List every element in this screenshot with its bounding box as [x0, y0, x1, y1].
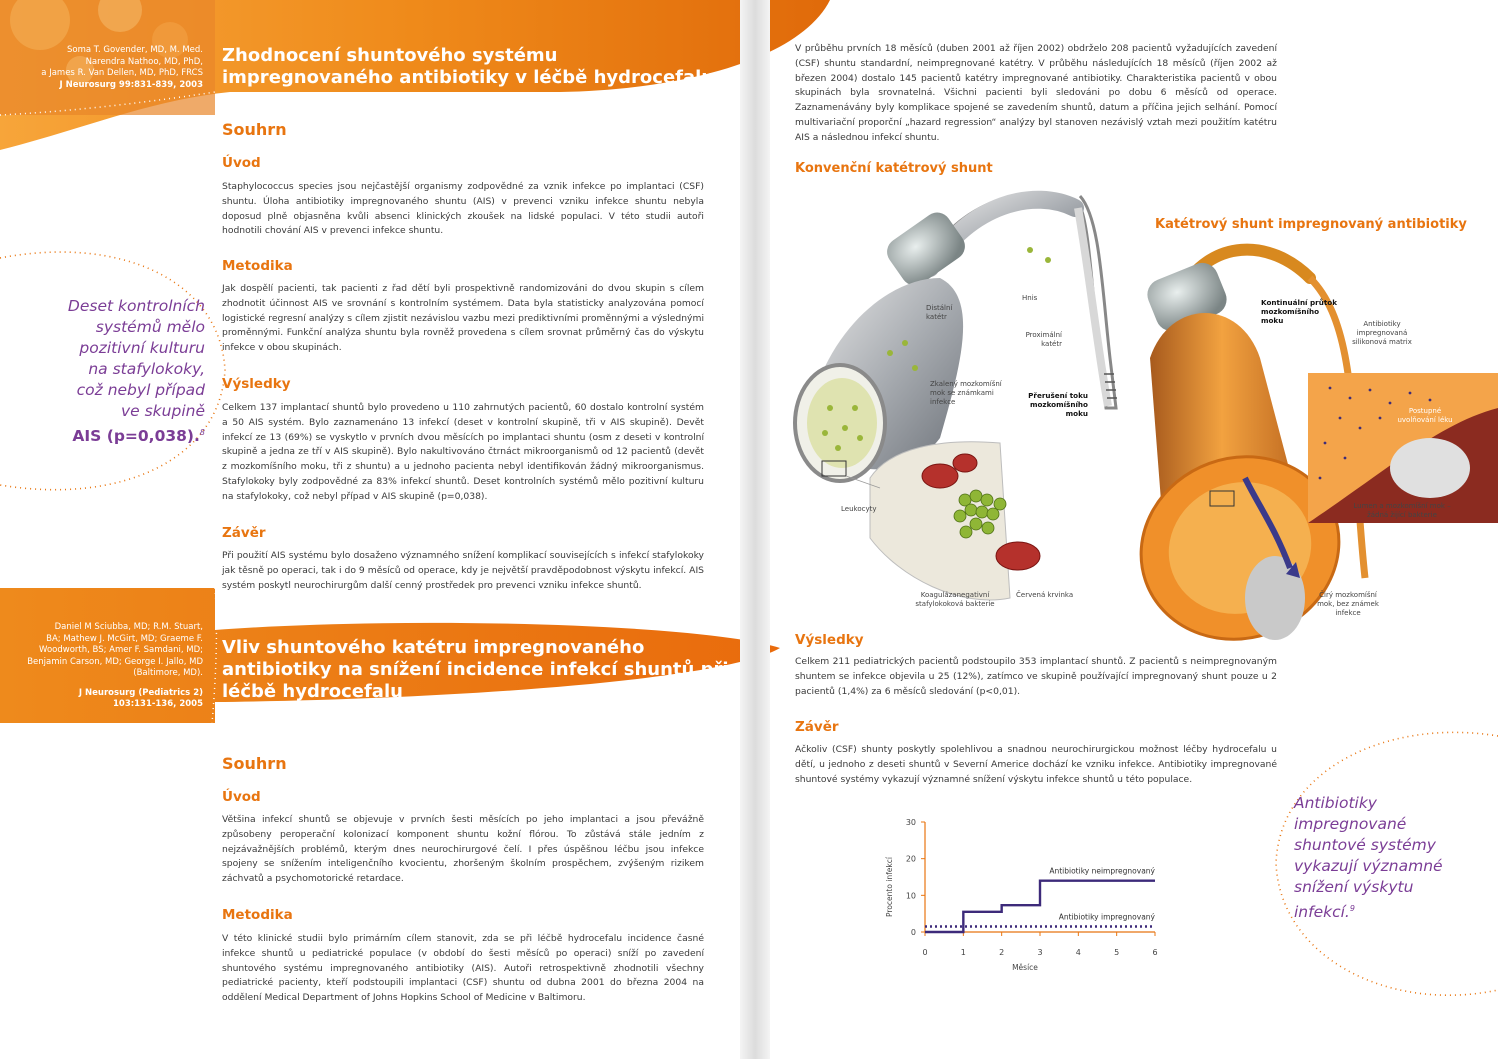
pull-line: shuntové systémy — [1294, 836, 1436, 854]
x-axis-label: Měsíce — [1012, 963, 1038, 972]
method-heading-2: Metodika — [222, 907, 293, 923]
author-line: Daniel M Sciubba, MD; R.M. Stuart, — [54, 622, 203, 632]
journal-ref: J Neurosurg (Pediatrics 2) — [78, 687, 203, 698]
intro-paragraph: Staphylococcus species jsou nejčastější organismy zodpovědné za vznik infekce po implantaci (CSF) shuntu. Úloha antibiotiky impregnovaného shuntu (AIS) v prevenci vzniku infekce shuntu nebyla doposud plně objasněna kvůli absenci klinických zkoušek na lidské populaci. V této studii autoři hodnotili chování AIS v prevenci infekce shuntu. — [222, 181, 704, 237]
title-line: léčbě hydrocefalu — [222, 681, 403, 702]
label-line: mozkomíšního — [1029, 400, 1088, 409]
method-paragraph: Jak dospělí pacienti, tak pacienti z řad dětí byli prospektivně randomizováni do dvou skupin s cílem zhodnotit účinnost AIS ve srovnání s kontrolním systémem. Data byla statisticky analyzována pomocí logistické regresní analýzy s cílem zjistit nezávislou vazbu mezi prediktivními proměnnými a výslednými proměnnými. Funkční analýza shuntu byla rovněž provedena s cílem srovnat průměrný čas do výskytu infekce v obou skupinách. — [222, 283, 704, 354]
pull-quote-1 — [20, 296, 205, 447]
pull-ref: 9 — [1349, 904, 1355, 913]
x-tick-label: 0 — [922, 948, 928, 957]
pull-line: systémů mělo — [95, 318, 205, 336]
label-line: Zkalený mozkomíšní — [930, 380, 1002, 388]
x-tick-label: 2 — [999, 948, 1005, 957]
label-line: stafylokoková bakterie — [915, 600, 995, 608]
article2-title — [222, 637, 742, 703]
title-line: antibiotiky na snížení incidence infekcí shuntů při — [222, 659, 729, 680]
author-line: a James R. Van Dellen, MD, PhD, FRCS — [41, 68, 203, 78]
intro-paragraph-2: Většina infekcí shuntů se objevuje v prvních šesti měsících po jeho implantaci a jsou převážně způsobeny peroperační kolonizací komponent shuntu kožní flórou. To zůstává stále jedním z nejzávažnějších problémů, kterým dnes neurochirurgové čelí. I přes úspěšnou léčbu jsou infekce spojeny se snížením inteligenčního kvocientu, zhoršeným školním prospěchem, zvýšeným rizikem záchvatů a psychomotorické retardace. — [222, 814, 704, 885]
title-line: impregnovaného antibiotiky v léčbě hydrocefalu — [222, 67, 715, 88]
label-continuous-flow — [1261, 298, 1337, 325]
x-tick-label: 1 — [960, 948, 966, 957]
y-axis-label: Procento infekcí — [885, 857, 894, 917]
series-label: Antibiotiky impregnovaný — [1058, 912, 1155, 922]
label-line: infekce — [930, 398, 956, 406]
label-leukocytes: Leukocyty — [841, 505, 877, 513]
label-cloudy-csf — [930, 380, 1002, 407]
article2-authors — [20, 622, 203, 711]
label-line: Čirý mozkomíšní — [1319, 591, 1377, 599]
label-coag-bacteria — [905, 591, 1005, 609]
results-paragraph-right: Celkem 211 pediatrických pacientů podstoupilo 353 implantací shuntů. Z pacientů s neimpregnovaným shuntem se infekce objevila u 25 (12%), zatímco ve skupině používající impregnovaný shunt pouze u 2 pacientů (1,4%) za 6 měsíců sledování (p<0,01). — [795, 656, 1277, 697]
label-line: infekce — [1335, 609, 1361, 617]
x-tick-label: 6 — [1152, 948, 1158, 957]
label-clear-csf — [1308, 591, 1388, 618]
label-line: žádná žijící bakterie — [1367, 511, 1437, 519]
label-line: uvolňování léku — [1397, 416, 1453, 424]
title-line: Vliv shuntového katétru impregnovaného — [222, 637, 645, 658]
author-line: Woodworth, BS; Amer F. Samdani, MD; — [39, 645, 203, 655]
summary-heading: Souhrn — [222, 120, 287, 139]
label-line: moku — [1261, 316, 1284, 325]
results-heading: Výsledky — [222, 376, 291, 392]
label-line: katétr — [1041, 340, 1062, 348]
label-distal — [926, 304, 952, 322]
series-line — [925, 881, 1155, 932]
conclusion-paragraph-right: Ačkoliv (CSF) shunty poskytly spolehlivou a snadnou neurochirurgickou možnost léčby hydrocefalu u dětí, u jednoho z deseti shuntů v Severní Americe dochází ke vzniku infekce. Antibiotiky impregnované shuntové systémy vykazují významné snížení výskytu infekce shuntů u této populace. — [795, 744, 1277, 785]
pull-ref: 8 — [199, 428, 205, 437]
label-release — [1394, 407, 1456, 425]
label-proximal — [1022, 331, 1062, 349]
summary-heading-2: Souhrn — [222, 754, 287, 773]
label-line: Postupné — [1408, 407, 1442, 415]
x-tick-label: 3 — [1037, 948, 1043, 957]
pull-line: pozitivní kulturu — [79, 339, 205, 357]
label-matrix — [1342, 320, 1422, 347]
journal-ref: J Neurosurg 99:831-839, 2003 — [59, 79, 203, 90]
y-tick-label: 30 — [905, 818, 916, 827]
conclusion-paragraph: Při použití AIS systému bylo dosaženo významného snížení komplikací souvisejících s infekcí stafylokoky jak těsně po operaci, tak i do 9 měsíců od operace, kdy je největší pravděpodobnost výskytu infekcí. AIS systém poskytl neurochirurgům další cenný prostředek pro prevenci vzniku infekce shuntů. — [222, 550, 704, 591]
journal-ref: 103:131-136, 2005 — [112, 699, 203, 709]
label-line: silikonová matrix — [1352, 338, 1412, 346]
intro-heading-2: Úvod — [222, 789, 261, 805]
pull-line: snížení výskytu — [1294, 878, 1414, 896]
shunt-illustration — [790, 178, 1498, 658]
label-line: impregnovaná — [1356, 329, 1408, 337]
conclusion-heading: Závěr — [222, 525, 266, 541]
results-paragraph: Celkem 137 implantací shuntů bylo provedeno u 110 zahrnutých pacientů, 60 dostalo kontrolní systém a 50 AIS systém. Bylo zaznamenáno 13 infekcí (deset v kontrolní skupině, tři v AIS skupině). Devět infekcí ze 13 (69%) se vyskytlo v prvních dvou měsících po implantaci shuntu (osm z deseti v kontrolní skupině a jedna ze tří v AIS skupině). Bylo nakultivováno čtrnáct mikroorganismů od 12 pacientů (devět z mozkomíšního moku, tři z shuntu) a u jednoho pacienta nebyl identifikován žádný mikroorganismus. Stafylokoky byly zodpovědné za 83% infekcí shuntů. Deset kontrolních systémů mělo pozitivní kulturu na stafylokoky, což nebyl případ v AIS skupině (p=0,038). — [222, 402, 704, 502]
label-line: Koagulázanegativní — [920, 591, 990, 599]
article1-authors — [20, 45, 203, 91]
author-line: (Baltimore, MD). — [133, 668, 203, 678]
illustration-title-conventional: Konvenční katétrový shunt — [795, 161, 993, 176]
author-line: Soma T. Govender, MD, M. Med. — [66, 45, 203, 55]
method-paragraph-2: V této klinické studii bylo primárním cílem stanovit, zda se při léčbě hydrocefalu incidence časné infekce shuntů u pediatrické populace (v období do šesti měsíců po operaci) sníží po zavedení shuntového systému impregnovaného antibiotiky (AIS). Autoři retrospektivně zhodnotili všechny pediatrické pacienty, kteří podstoupili implantaci (CSF) shuntu od dubna 2001 do března 2004 na oddělení Medical Department of Johns Hopkins School of Medicine v Baltimoru. — [222, 933, 704, 1004]
pull-quote-2 — [1294, 793, 1484, 923]
conclusion-heading-right: Závěr — [795, 719, 839, 735]
label-line: mozkomíšního — [1261, 307, 1320, 316]
intro-heading: Úvod — [222, 155, 261, 171]
x-tick-label: 5 — [1114, 948, 1120, 957]
pull-line: ve skupině — [120, 402, 205, 420]
label-line: Distální — [926, 304, 953, 312]
series-label: Antibiotiky neimpregnovaný — [1049, 866, 1155, 876]
author-line: Benjamin Carson, MD; George I. Jallo, MD — [27, 656, 203, 667]
label-line: Proximální — [1025, 331, 1062, 339]
pull-bold: AIS (p=0,038). — [72, 427, 200, 446]
author-line: Narendra Nathoo, MD, PhD, — [85, 56, 203, 67]
illustration-title-impregnated: Katétrový shunt impregnovaný antibiotiky — [1155, 217, 1467, 232]
label-flow-interrupted — [1028, 391, 1088, 418]
label-pus: Hnis — [1022, 294, 1038, 302]
pull-line: na stafylokoky, — [88, 360, 205, 378]
pull-line: což nebyl případ — [76, 381, 205, 399]
article1-title — [222, 45, 722, 89]
pull-line: impregnované — [1294, 815, 1407, 833]
y-tick-label: 10 — [905, 891, 916, 901]
label-line: katétr — [926, 313, 947, 321]
label-line: mok se známkami — [930, 389, 994, 397]
label-line: moku — [1065, 409, 1088, 418]
label-line: Kontinuální průtok — [1261, 298, 1337, 307]
label-line: Lumen a mozkomíšní mok – — [1353, 502, 1451, 510]
label-lumen — [1346, 502, 1458, 520]
results-heading-right: Výsledky — [795, 632, 864, 648]
pull-line: vykazují významné — [1294, 857, 1443, 875]
title-line: Zhodnocení shuntového systému — [222, 45, 558, 66]
page-spine — [740, 0, 770, 1059]
x-tick-label: 4 — [1075, 948, 1081, 957]
label-line: Antibiotiky — [1363, 320, 1401, 328]
pull-line: Antibiotiky — [1294, 794, 1377, 812]
y-tick-label: 0 — [910, 928, 916, 937]
top-paragraph: V průběhu prvních 18 měsíců (duben 2001 až říjen 2002) obdrželo 208 pacientů vyžadujících zavedení (CSF) shuntu standardní, neimpregnované katétry. V průběhu následujících 18 měsíců (říjen 2002 až březen 2004) dostalo 145 pacientů katétry impregnované antibiotiky. Charakteristika pacientů v obou skupinách byla srovnatelná. Všichni pacienti byli sledováni po dobu 6 měsíců od operace. Zaznamenávány byly komplikace spojené se zavedením shuntů, datum a příčina jejich selhání. Pomocí multivariační proporční „hazard regression“ analýzy byl stanoven nezávislý vztah mezi použitím katétru AIS a následnou infekcí shuntu. — [795, 43, 1277, 143]
label-red-cell: Červená krvinka — [1016, 591, 1074, 599]
pull-line: infekcí. — [1294, 903, 1350, 922]
label-line: Přerušení toku — [1028, 391, 1088, 400]
label-line: mok, bez známek — [1317, 600, 1379, 608]
pull-line: Deset kontrolních — [67, 297, 205, 315]
y-tick-label: 20 — [905, 854, 916, 864]
infection-chart — [870, 810, 1180, 980]
method-heading: Metodika — [222, 258, 293, 274]
author-line: BA; Mathew J. McGirt, MD; Graeme F. — [46, 633, 203, 644]
